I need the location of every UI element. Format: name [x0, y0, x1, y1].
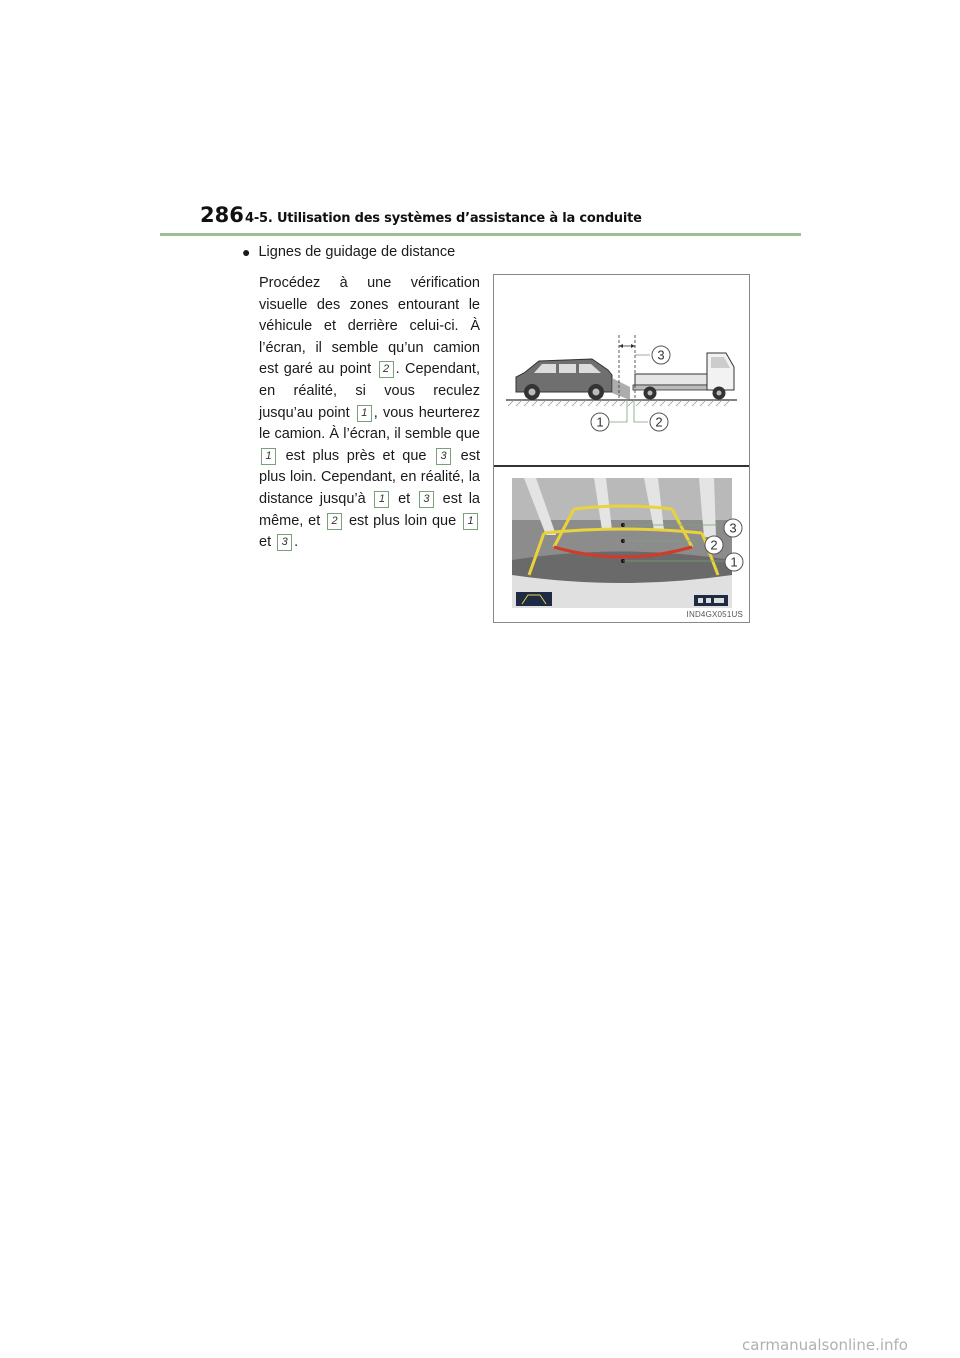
- number-marker: 1: [357, 405, 372, 422]
- body-paragraph: [259, 273, 480, 554]
- number-marker: 1: [374, 491, 389, 508]
- text-segment: est la même, et: [259, 490, 480, 529]
- text-segment: et: [398, 490, 411, 507]
- text-segment: , vous heurterez le camion. À l’écran, il semble que: [259, 404, 480, 443]
- bullet-title: Lignes de guidage de distance: [258, 244, 456, 260]
- illustration-figure: [493, 274, 750, 623]
- watermark: carmanualsonline.info: [742, 1336, 908, 1354]
- text-segment: est plus près et que: [285, 447, 427, 464]
- number-marker: 2: [379, 361, 394, 378]
- section-title: 4-5. Utilisation des systèmes d’assistance à la conduite: [245, 211, 642, 226]
- callout-label: 3: [729, 520, 737, 536]
- text-segment: et: [259, 534, 272, 551]
- header-rule: [160, 233, 801, 236]
- number-marker: 3: [419, 491, 434, 508]
- text-segment: . Cependant, en réalité, si vous reculez jusqu’au point: [259, 361, 480, 421]
- number-marker: 2: [327, 513, 342, 530]
- bullet-heading: [242, 244, 455, 260]
- text-segment: .: [294, 534, 299, 551]
- text-segment: est plus loin que: [348, 512, 457, 529]
- figure-code: IND4GX051US: [686, 610, 743, 619]
- callout-label: 2: [710, 537, 718, 553]
- page-number: 286: [200, 203, 244, 227]
- callout-label: 1: [596, 414, 604, 430]
- number-marker: 3: [436, 448, 451, 465]
- callout-label: 3: [657, 347, 665, 363]
- number-marker: 1: [463, 513, 478, 530]
- number-marker: 3: [277, 534, 292, 551]
- callout-label: 2: [655, 414, 663, 430]
- text-segment: est plus loin. Cependant, en réalité, la distance jusqu’à: [259, 447, 481, 507]
- bullet-icon: ●: [242, 244, 251, 260]
- callout-label: 1: [730, 554, 738, 570]
- text-segment: Procédez à une vérification visuelle des zones entourant le véhicule et derrière celui-ci. À l’écran, il semble qu’un camion est garé au point: [259, 275, 480, 378]
- number-marker: 1: [261, 448, 276, 465]
- illustration-svg: [494, 275, 749, 622]
